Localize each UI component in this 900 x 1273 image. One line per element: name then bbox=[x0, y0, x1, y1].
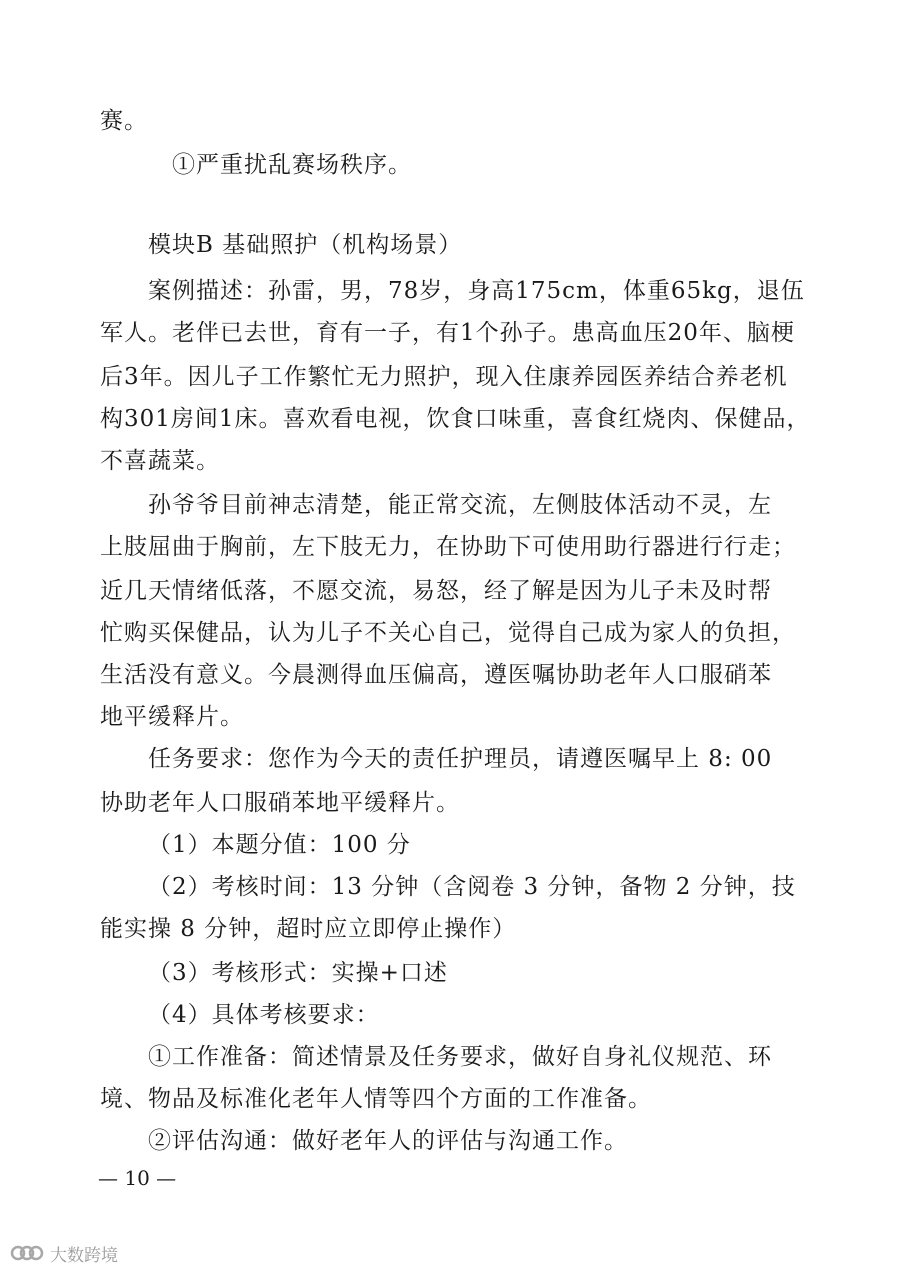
watermark bbox=[10, 1238, 118, 1268]
text-line: （1）本题分值：100 分 bbox=[148, 832, 411, 858]
text-line: 军人。老伴已去世，育有一子，有1个孙子。患高血压20年、脑梗 bbox=[100, 320, 795, 346]
text-line: （3）考核形式：实操+口述 bbox=[148, 960, 448, 986]
text-line: 后3年。因儿子工作繁忙无力照护，现入住康养园医养结合养老机 bbox=[100, 364, 788, 390]
text-line: ②评估沟通：做好老年人的评估与沟通工作。 bbox=[148, 1128, 628, 1154]
text-line: 上肢屈曲于胸前，左下肢无力，在协助下可使用助行器进行行走； bbox=[100, 534, 796, 560]
watermark-logo-icon bbox=[10, 1242, 44, 1264]
text-line: 孙爷爷目前神志清楚，能正常交流，左侧肢体活动不灵，左 bbox=[148, 492, 772, 518]
text-line: 不喜蔬菜。 bbox=[100, 448, 220, 474]
text-line: 协助老年人口服硝苯地平缓释片。 bbox=[100, 790, 460, 816]
text-line: ①工作准备：简述情景及任务要求，做好自身礼仪规范、环 bbox=[148, 1044, 772, 1070]
watermark-text: 大数跨境 bbox=[50, 1245, 118, 1266]
text-line: （2）考核时间：13 分钟（含阅卷 3 分钟，备物 2 分钟，技 bbox=[148, 874, 796, 900]
text-line: 构301房间1床。喜欢看电视，饮食口味重，喜食红烧肉、保健品， bbox=[100, 406, 811, 432]
text-line: 赛。 bbox=[100, 108, 148, 134]
text-line: 案例描述：孙雷，男，78岁，身高175cm，体重65kg，退伍 bbox=[148, 278, 805, 304]
text-line: 任务要求：您作为今天的责任护理员，请遵医嘱早上 8: 00 bbox=[148, 746, 773, 772]
text-line: （4）具体考核要求： bbox=[148, 1002, 380, 1028]
text-line: 近几天情绪低落，不愿交流，易怒，经了解是因为儿子未及时帮 bbox=[100, 578, 772, 604]
text-line: 能实操 8 分钟，超时应立即停止操作） bbox=[100, 916, 517, 942]
text-line: ①严重扰乱赛场秩序。 bbox=[172, 152, 412, 178]
text-line: 地平缓释片。 bbox=[100, 704, 244, 730]
text-line: 忙购买保健品，认为儿子不关心自己，觉得自己成为家人的负担， bbox=[100, 620, 796, 646]
text-line: 生活没有意义。今晨测得血压偏高，遵医嘱协助老年人口服硝苯 bbox=[100, 662, 772, 688]
text-line: 境、物品及标准化老年人情等四个方面的工作准备。 bbox=[100, 1086, 652, 1112]
section-heading: 模块B 基础照护（机构场景） bbox=[148, 232, 463, 258]
page-number: — 10 — bbox=[98, 1166, 177, 1190]
